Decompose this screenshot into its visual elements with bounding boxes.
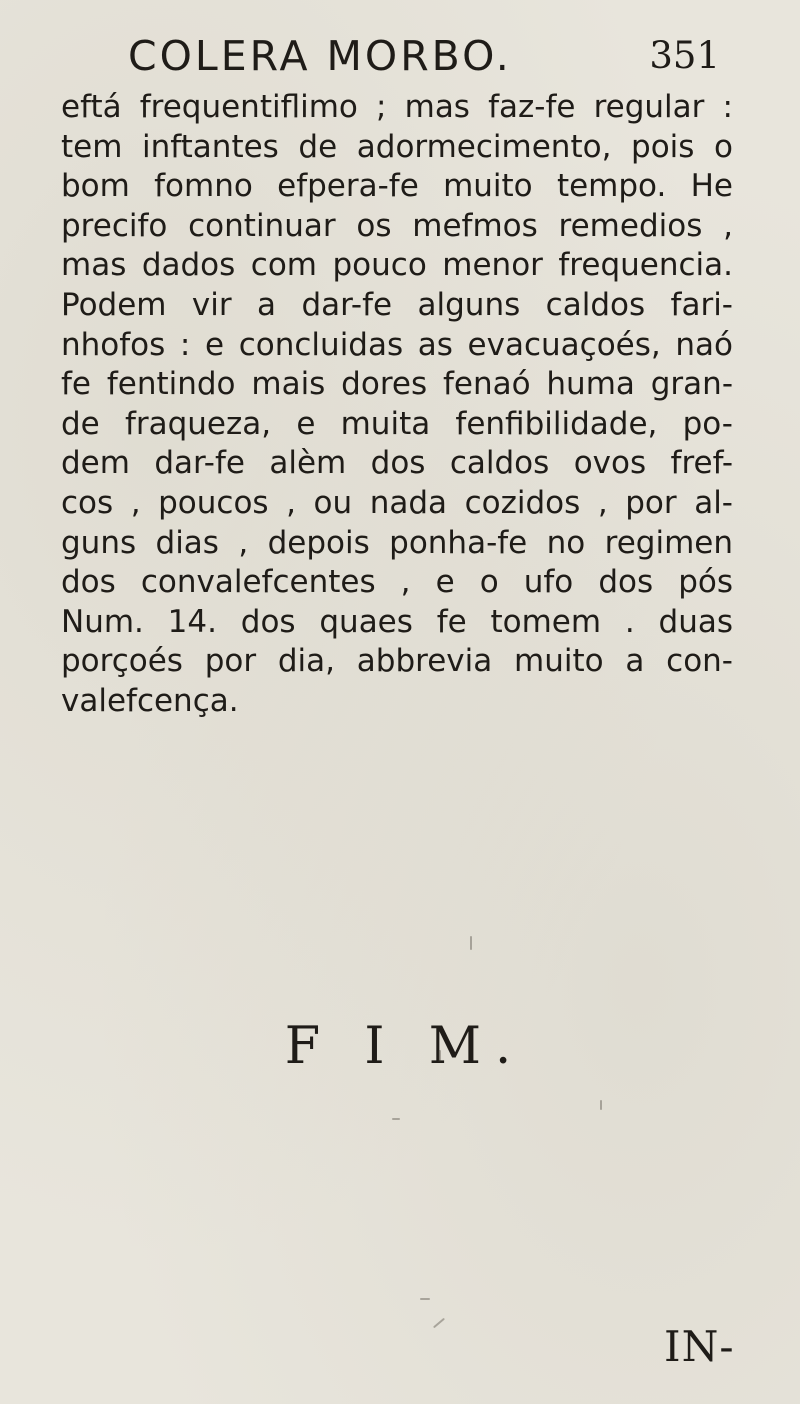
paper-speck [420, 1298, 430, 1300]
body-text [61, 88, 733, 722]
text-line: dem dar-fe alèm dos caldos ovos fref- [61, 445, 733, 482]
text-line: eftá frequentiflimo ; mas faz-fe regular : [61, 89, 733, 125]
text-line: dos convalefcentes , e o ufo dos pós [61, 564, 733, 601]
text-line: cos , poucos , ou nada cozidos , por al- [61, 484, 733, 521]
text-line: bom fomno efpera-fe muito tempo. He [61, 168, 733, 205]
text-line: Num. 14. dos quaes fe tomem . duas [61, 603, 733, 640]
text-line: nhofos : e concluidas as evacuaçoés, naó [61, 326, 733, 363]
paper-speck [392, 1118, 400, 1120]
catchword: IN- [664, 1322, 735, 1371]
fim-heading: F I M. [284, 1017, 526, 1076]
text-line: fe fentindo mais dores fenaó huma gran- [61, 366, 733, 403]
text-line: tem inftantes de adormecimento, pois o [61, 128, 733, 165]
text-line: porçoés por dia, abbrevia muito a con- [61, 643, 733, 680]
paper-speck [470, 936, 472, 950]
paper-speck [438, 1050, 441, 1062]
text-line: Podem vir a dar-fe alguns caldos fari- [61, 286, 733, 323]
text-line: mas dados com pouco menor frequencia. [61, 247, 733, 284]
text-line: precifo continuar os mefmos remedios , [61, 207, 733, 244]
page-header [60, 28, 720, 84]
text-line: valefcença. [61, 682, 239, 719]
paper-speck [600, 1100, 602, 1110]
running-title: COLERA MORBO. [128, 32, 512, 80]
paper-speck [433, 1318, 445, 1329]
page-number: 351 [649, 34, 720, 77]
text-line: guns dias , depois ponha-fe no regimen [61, 524, 733, 561]
text-line: de fraqueza, e muita fenfibilidade, po- [61, 405, 733, 442]
